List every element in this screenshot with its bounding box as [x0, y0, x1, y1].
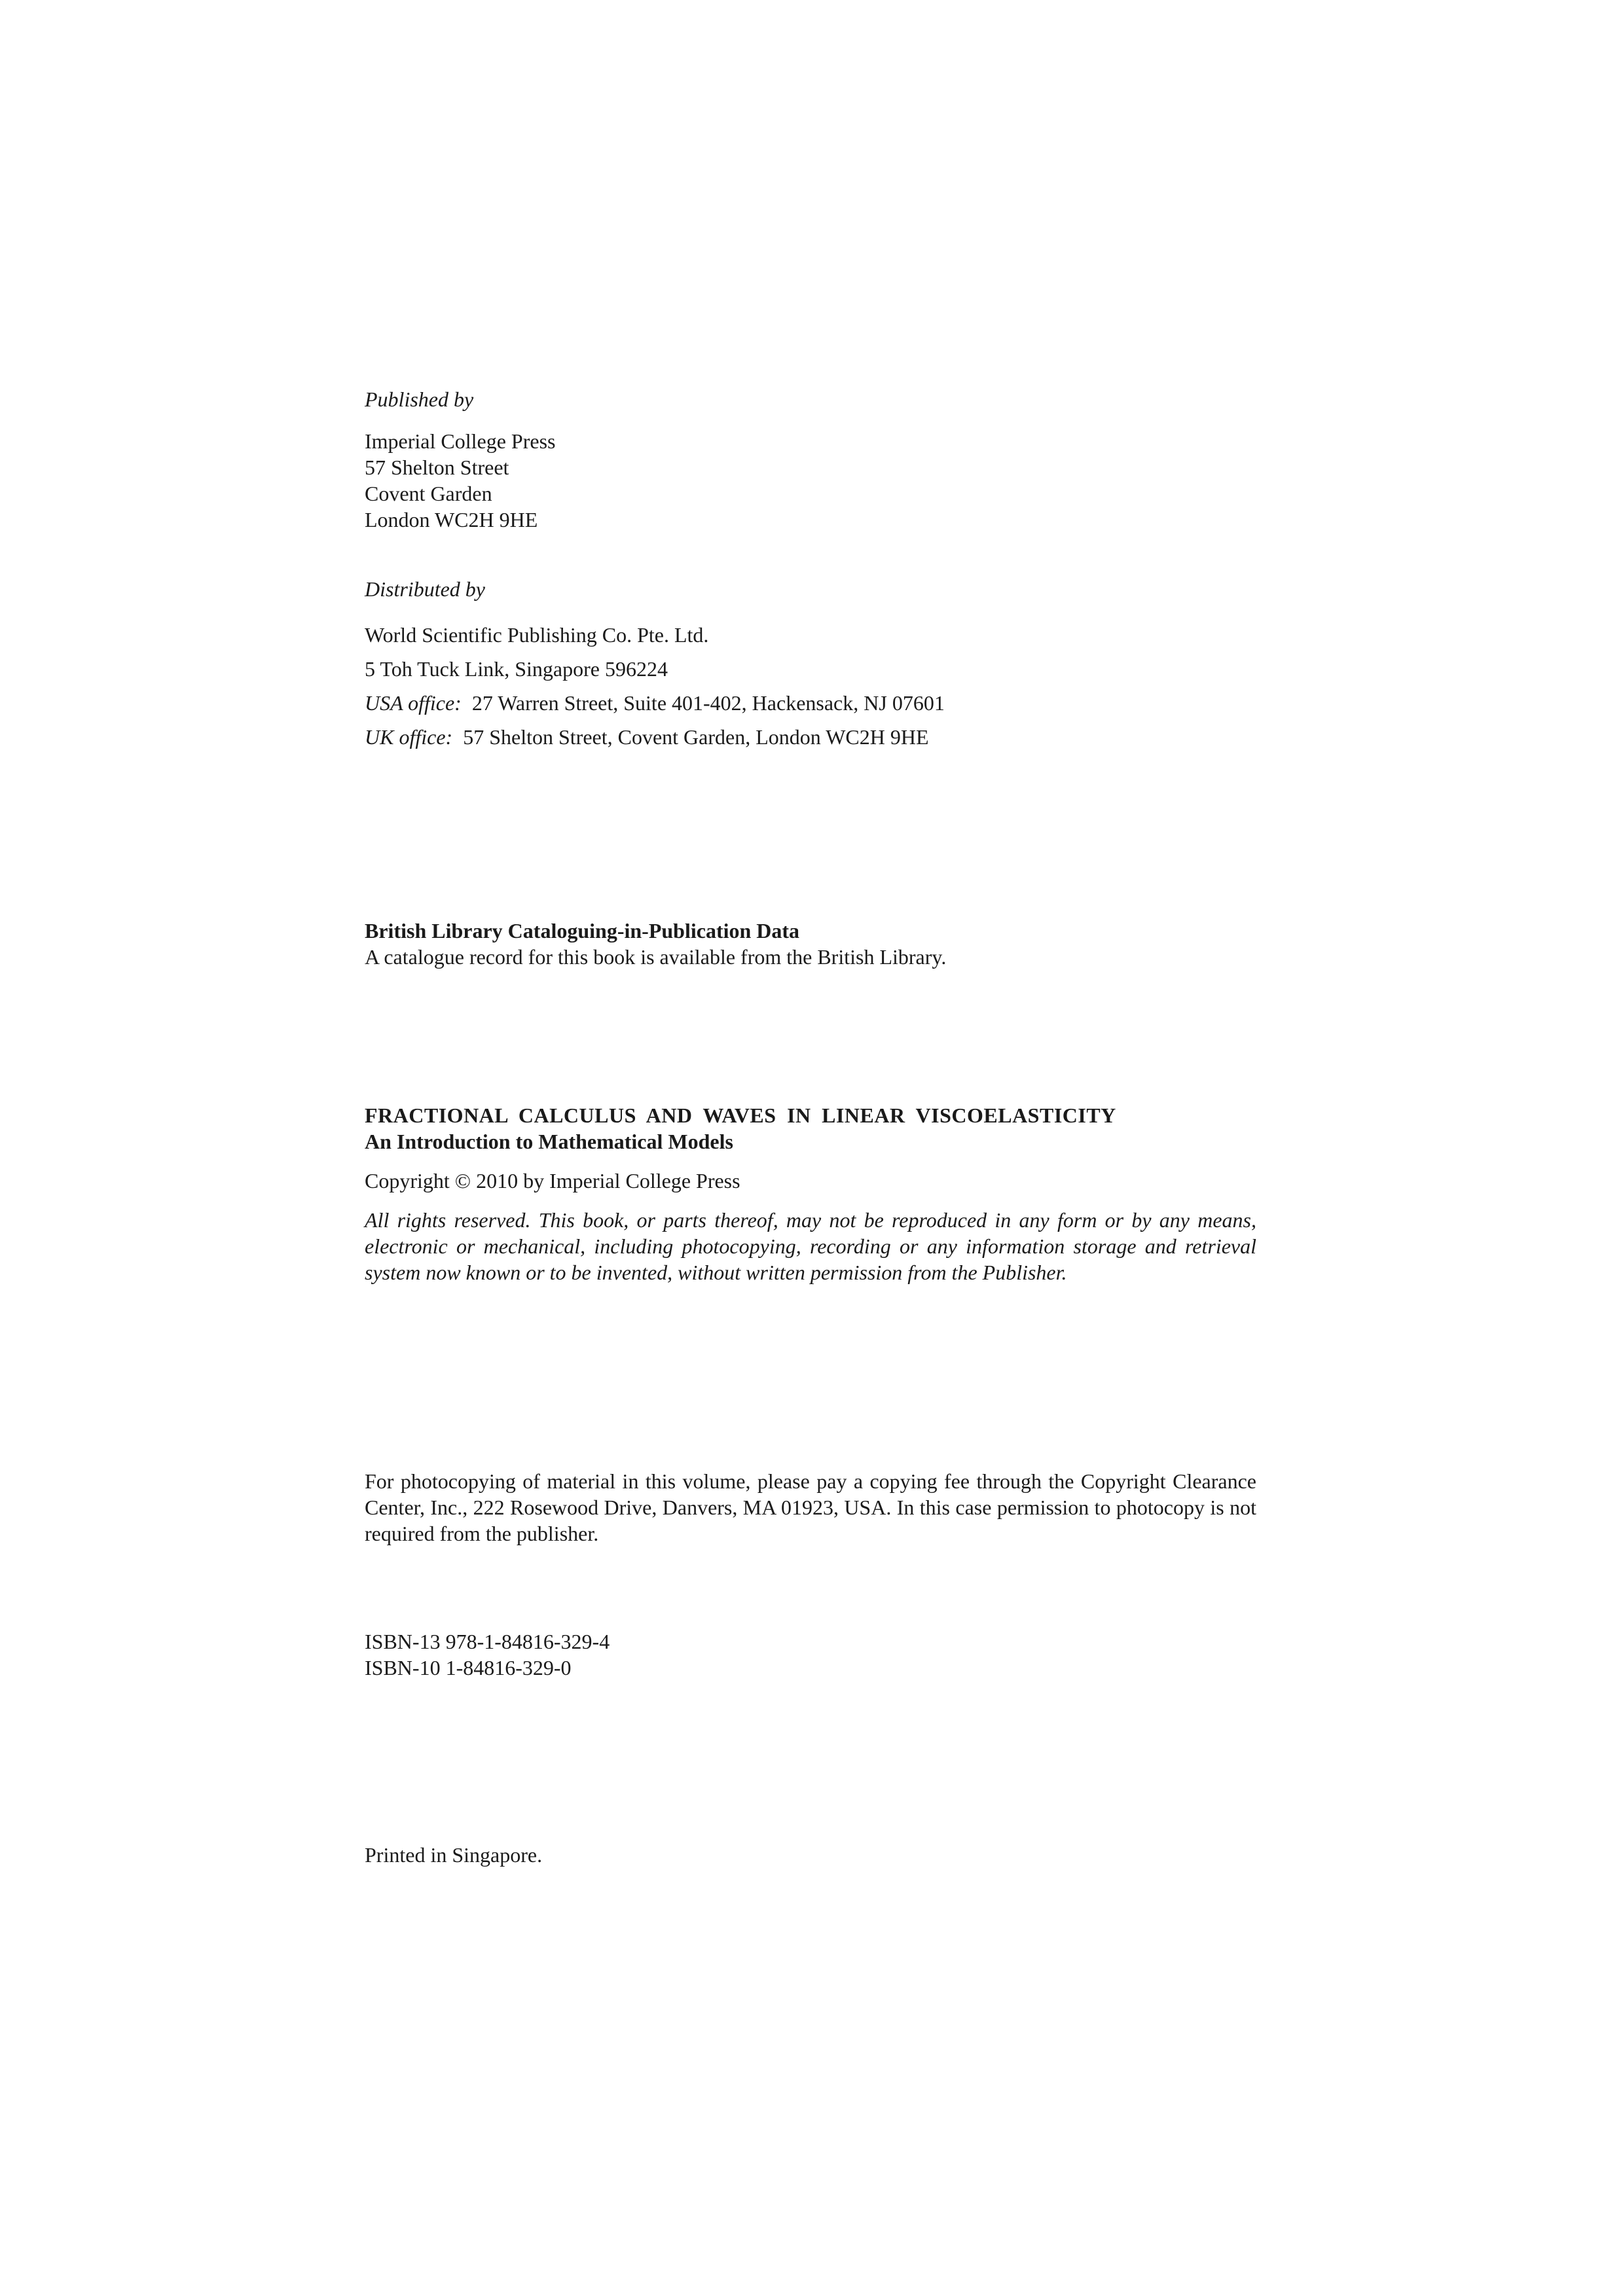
publisher-street: 57 Shelton Street [365, 456, 509, 479]
isbn-section [365, 1628, 1256, 1681]
cataloguing-section [365, 918, 1256, 970]
isbn-13: ISBN-13 978-1-84816-329-4 [365, 1630, 610, 1653]
distributed-by-heading: Distributed by [365, 577, 485, 601]
uk-office-line [365, 720, 1256, 754]
book-info-section [365, 1102, 1256, 1285]
isbn-10: ISBN-10 1-84816-329-0 [365, 1656, 572, 1679]
distributor-address: 5 Toh Tuck Link, Singapore 596224 [365, 657, 668, 681]
usa-office-line [365, 686, 1256, 720]
book-title: FRACTIONAL CALCULUS AND WAVES IN LINEAR VISCOELASTICITY [365, 1103, 1116, 1127]
printed-in: Printed in Singapore. [365, 1843, 543, 1867]
publisher-name: Imperial College Press [365, 429, 556, 453]
book-subtitle: An Introduction to Mathematical Models [365, 1130, 733, 1153]
published-by-heading: Published by [365, 387, 474, 411]
copyright-line: Copyright © 2010 by Imperial College Press [365, 1169, 740, 1193]
publisher-district: Covent Garden [365, 482, 492, 505]
printed-section [365, 1842, 1256, 1868]
publisher-city: London WC2H 9HE [365, 508, 538, 531]
uk-office-label: UK office: [365, 725, 453, 749]
distributor-name: World Scientific Publishing Co. Pte. Ltd. [365, 623, 709, 647]
rights-statement: All rights reserved. This book, or parts thereof, may not be reproduced in any form or by any means, electronic or mechanical, including photocopying, recording or any information storage and retrieval system now known or to be invented, without written permission from the Publisher. [365, 1208, 1256, 1284]
cataloguing-heading: British Library Cataloguing-in-Publication Data [365, 919, 800, 942]
photocopy-section [365, 1468, 1256, 1547]
uk-office-address: 57 Shelton Street, Covent Garden, London WC2H 9HE [463, 725, 929, 749]
photocopy-notice: For photocopying of material in this volume, please pay a copying fee through the Copyright Clearance Center, Inc., 222 Rosewood Drive, Danvers, MA 01923, USA. In this case permission to photocopy is not required from the publisher. [365, 1469, 1256, 1545]
cataloguing-text: A catalogue record for this book is available from the British Library. [365, 945, 947, 969]
usa-office-label: USA office: [365, 691, 462, 715]
published-by-section [365, 386, 1256, 533]
distributed-by-section [365, 576, 1256, 754]
usa-office-address: 27 Warren Street, Suite 401-402, Hackensack, NJ 07601 [471, 691, 945, 715]
